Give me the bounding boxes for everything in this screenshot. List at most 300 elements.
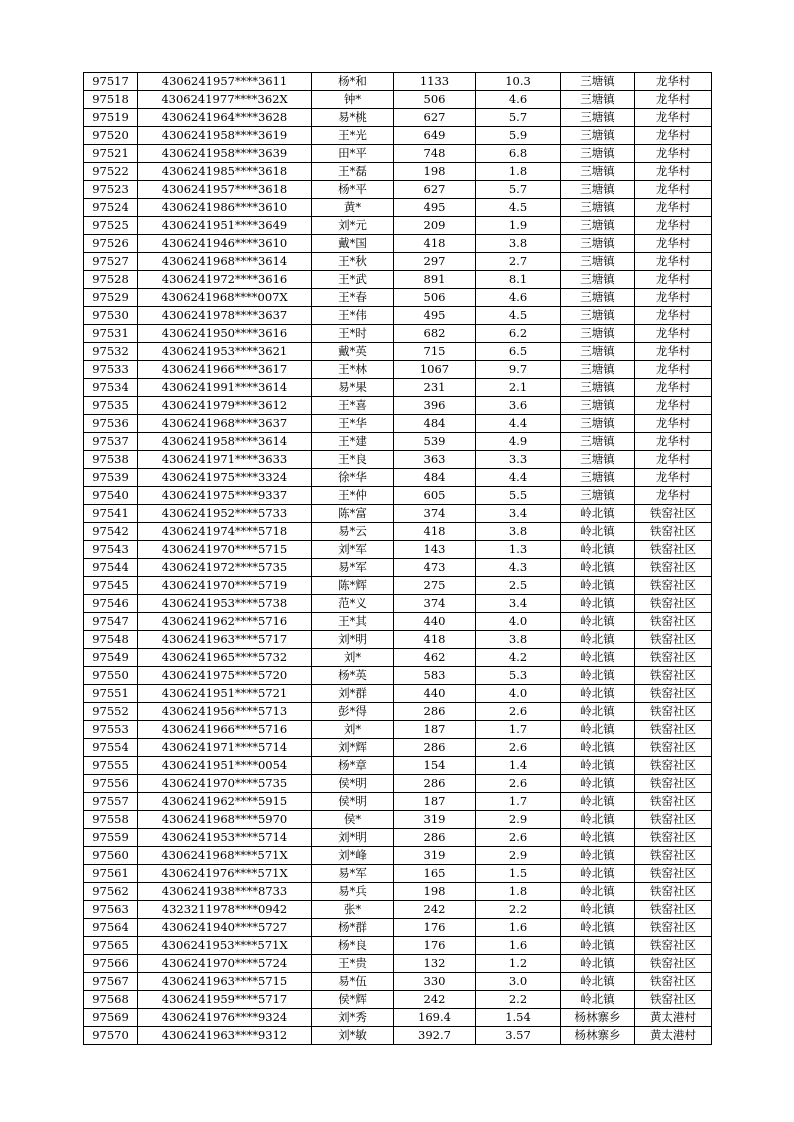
serial-number-cell: 97521 — [84, 145, 138, 163]
serial-number-cell: 97532 — [84, 343, 138, 361]
name-cell: 王*建 — [312, 433, 394, 451]
village-cell: 铁窑社区 — [635, 559, 712, 577]
amount-cell: 605 — [394, 487, 476, 505]
id-number-cell: 4306241950****3616 — [138, 325, 312, 343]
town-cell: 三塘镇 — [561, 199, 635, 217]
value-cell: 3.57 — [476, 1027, 561, 1045]
value-cell: 4.4 — [476, 415, 561, 433]
name-cell: 侯*明 — [312, 793, 394, 811]
amount-cell: 165 — [394, 865, 476, 883]
value-cell: 4.5 — [476, 199, 561, 217]
table-row — [84, 127, 712, 145]
town-cell: 三塘镇 — [561, 127, 635, 145]
id-number-cell: 4306241963****5717 — [138, 631, 312, 649]
value-cell: 1.5 — [476, 865, 561, 883]
name-cell: 王*春 — [312, 289, 394, 307]
table-row — [84, 631, 712, 649]
serial-number-cell: 97539 — [84, 469, 138, 487]
town-cell: 岭北镇 — [561, 757, 635, 775]
serial-number-cell: 97526 — [84, 235, 138, 253]
amount-cell: 392.7 — [394, 1027, 476, 1045]
value-cell: 4.3 — [476, 559, 561, 577]
name-cell: 易*军 — [312, 865, 394, 883]
value-cell: 2.9 — [476, 811, 561, 829]
serial-number-cell: 97570 — [84, 1027, 138, 1045]
name-cell: 刘* — [312, 649, 394, 667]
value-cell: 5.9 — [476, 127, 561, 145]
name-cell: 张* — [312, 901, 394, 919]
village-cell: 铁窑社区 — [635, 793, 712, 811]
name-cell: 易*桃 — [312, 109, 394, 127]
id-number-cell: 4306241975****9337 — [138, 487, 312, 505]
name-cell: 侯*明 — [312, 775, 394, 793]
village-cell: 龙华村 — [635, 253, 712, 271]
amount-cell: 143 — [394, 541, 476, 559]
id-number-cell: 4306241956****5713 — [138, 703, 312, 721]
name-cell: 戴*国 — [312, 235, 394, 253]
id-number-cell: 4306241953****5714 — [138, 829, 312, 847]
town-cell: 三塘镇 — [561, 325, 635, 343]
village-cell: 铁窑社区 — [635, 811, 712, 829]
value-cell: 5.5 — [476, 487, 561, 505]
table-row — [84, 145, 712, 163]
name-cell: 王*仲 — [312, 487, 394, 505]
table-row — [84, 739, 712, 757]
town-cell: 岭北镇 — [561, 883, 635, 901]
amount-cell: 484 — [394, 469, 476, 487]
name-cell: 刘*峰 — [312, 847, 394, 865]
serial-number-cell: 97543 — [84, 541, 138, 559]
serial-number-cell: 97546 — [84, 595, 138, 613]
serial-number-cell: 97569 — [84, 1009, 138, 1027]
serial-number-cell: 97524 — [84, 199, 138, 217]
amount-cell: 462 — [394, 649, 476, 667]
serial-number-cell: 97559 — [84, 829, 138, 847]
value-cell: 3.3 — [476, 451, 561, 469]
name-cell: 侯* — [312, 811, 394, 829]
village-cell: 铁窑社区 — [635, 523, 712, 541]
village-cell: 龙华村 — [635, 289, 712, 307]
town-cell: 岭北镇 — [561, 685, 635, 703]
value-cell: 4.4 — [476, 469, 561, 487]
village-cell: 铁窑社区 — [635, 919, 712, 937]
serial-number-cell: 97560 — [84, 847, 138, 865]
town-cell: 杨林寨乡 — [561, 1027, 635, 1045]
amount-cell: 231 — [394, 379, 476, 397]
id-number-cell: 4306241972****5735 — [138, 559, 312, 577]
village-cell: 铁窑社区 — [635, 631, 712, 649]
id-number-cell: 4306241970****5724 — [138, 955, 312, 973]
value-cell: 4.6 — [476, 289, 561, 307]
id-number-cell: 4306241966****3617 — [138, 361, 312, 379]
value-cell: 1.9 — [476, 217, 561, 235]
town-cell: 三塘镇 — [561, 451, 635, 469]
table-row — [84, 721, 712, 739]
table-row — [84, 829, 712, 847]
records-table-body — [84, 73, 712, 1045]
serial-number-cell: 97553 — [84, 721, 138, 739]
serial-number-cell: 97529 — [84, 289, 138, 307]
name-cell: 刘* — [312, 721, 394, 739]
value-cell: 2.6 — [476, 775, 561, 793]
village-cell: 铁窑社区 — [635, 577, 712, 595]
table-row — [84, 487, 712, 505]
value-cell: 9.7 — [476, 361, 561, 379]
village-cell: 龙华村 — [635, 109, 712, 127]
value-cell: 1.2 — [476, 955, 561, 973]
amount-cell: 715 — [394, 343, 476, 361]
name-cell: 杨*英 — [312, 667, 394, 685]
town-cell: 三塘镇 — [561, 181, 635, 199]
town-cell: 三塘镇 — [561, 73, 635, 91]
name-cell: 王*贵 — [312, 955, 394, 973]
serial-number-cell: 97528 — [84, 271, 138, 289]
id-number-cell: 4306241964****3628 — [138, 109, 312, 127]
village-cell: 龙华村 — [635, 163, 712, 181]
name-cell: 王*磊 — [312, 163, 394, 181]
village-cell: 铁窑社区 — [635, 613, 712, 631]
value-cell: 4.5 — [476, 307, 561, 325]
town-cell: 岭北镇 — [561, 523, 635, 541]
village-cell: 铁窑社区 — [635, 955, 712, 973]
serial-number-cell: 97556 — [84, 775, 138, 793]
name-cell: 杨*良 — [312, 937, 394, 955]
village-cell: 龙华村 — [635, 217, 712, 235]
name-cell: 侯*辉 — [312, 991, 394, 1009]
name-cell: 王*秋 — [312, 253, 394, 271]
id-number-cell: 4306241970****5715 — [138, 541, 312, 559]
amount-cell: 1133 — [394, 73, 476, 91]
village-cell: 铁窑社区 — [635, 667, 712, 685]
village-cell: 龙华村 — [635, 307, 712, 325]
name-cell: 王*光 — [312, 127, 394, 145]
value-cell: 5.3 — [476, 667, 561, 685]
name-cell: 杨*和 — [312, 73, 394, 91]
value-cell: 3.6 — [476, 397, 561, 415]
id-number-cell: 4306241968****571X — [138, 847, 312, 865]
value-cell: 1.54 — [476, 1009, 561, 1027]
amount-cell: 363 — [394, 451, 476, 469]
village-cell: 铁窑社区 — [635, 595, 712, 613]
serial-number-cell: 97533 — [84, 361, 138, 379]
amount-cell: 286 — [394, 703, 476, 721]
town-cell: 岭北镇 — [561, 793, 635, 811]
name-cell: 易*果 — [312, 379, 394, 397]
village-cell: 铁窑社区 — [635, 685, 712, 703]
village-cell: 龙华村 — [635, 199, 712, 217]
id-number-cell: 4306241963****5715 — [138, 973, 312, 991]
town-cell: 杨林寨乡 — [561, 1009, 635, 1027]
id-number-cell: 4306241979****3612 — [138, 397, 312, 415]
name-cell: 王*武 — [312, 271, 394, 289]
serial-number-cell: 97566 — [84, 955, 138, 973]
table-row — [84, 361, 712, 379]
table-row — [84, 253, 712, 271]
value-cell: 2.2 — [476, 991, 561, 1009]
name-cell: 刘*秀 — [312, 1009, 394, 1027]
amount-cell: 748 — [394, 145, 476, 163]
table-row — [84, 343, 712, 361]
town-cell: 岭北镇 — [561, 559, 635, 577]
village-cell: 铁窑社区 — [635, 757, 712, 775]
amount-cell: 374 — [394, 505, 476, 523]
name-cell: 田*平 — [312, 145, 394, 163]
id-number-cell: 4306241975****3324 — [138, 469, 312, 487]
table-row — [84, 577, 712, 595]
value-cell: 6.2 — [476, 325, 561, 343]
table-row — [84, 703, 712, 721]
value-cell: 4.0 — [476, 685, 561, 703]
amount-cell: 275 — [394, 577, 476, 595]
id-number-cell: 4306241968****5970 — [138, 811, 312, 829]
amount-cell: 418 — [394, 235, 476, 253]
village-cell: 龙华村 — [635, 469, 712, 487]
village-cell: 龙华村 — [635, 415, 712, 433]
value-cell: 1.4 — [476, 757, 561, 775]
serial-number-cell: 97518 — [84, 91, 138, 109]
village-cell: 铁窑社区 — [635, 883, 712, 901]
amount-cell: 286 — [394, 775, 476, 793]
serial-number-cell: 97545 — [84, 577, 138, 595]
amount-cell: 396 — [394, 397, 476, 415]
serial-number-cell: 97567 — [84, 973, 138, 991]
amount-cell: 154 — [394, 757, 476, 775]
serial-number-cell: 97536 — [84, 415, 138, 433]
serial-number-cell: 97557 — [84, 793, 138, 811]
table-row — [84, 307, 712, 325]
table-row — [84, 649, 712, 667]
village-cell: 铁窑社区 — [635, 991, 712, 1009]
village-cell: 龙华村 — [635, 451, 712, 469]
id-number-cell: 4306241975****5720 — [138, 667, 312, 685]
id-number-cell: 4306241966****5716 — [138, 721, 312, 739]
name-cell: 钟* — [312, 91, 394, 109]
table-row — [84, 379, 712, 397]
village-cell: 铁窑社区 — [635, 541, 712, 559]
table-row — [84, 973, 712, 991]
id-number-cell: 4306241953****571X — [138, 937, 312, 955]
village-cell: 龙华村 — [635, 379, 712, 397]
table-row — [84, 793, 712, 811]
value-cell: 6.5 — [476, 343, 561, 361]
serial-number-cell: 97544 — [84, 559, 138, 577]
value-cell: 4.6 — [476, 91, 561, 109]
table-row — [84, 397, 712, 415]
village-cell: 黄太港村 — [635, 1027, 712, 1045]
table-row — [84, 271, 712, 289]
name-cell: 王*伟 — [312, 307, 394, 325]
town-cell: 三塘镇 — [561, 145, 635, 163]
table-row — [84, 901, 712, 919]
name-cell: 黄* — [312, 199, 394, 217]
village-cell: 铁窑社区 — [635, 649, 712, 667]
table-row — [84, 667, 712, 685]
amount-cell: 506 — [394, 289, 476, 307]
village-cell: 龙华村 — [635, 127, 712, 145]
id-number-cell: 4306241985****3618 — [138, 163, 312, 181]
serial-number-cell: 97519 — [84, 109, 138, 127]
serial-number-cell: 97534 — [84, 379, 138, 397]
table-row — [84, 163, 712, 181]
amount-cell: 627 — [394, 181, 476, 199]
amount-cell: 418 — [394, 631, 476, 649]
name-cell: 刘*明 — [312, 631, 394, 649]
serial-number-cell: 97548 — [84, 631, 138, 649]
name-cell: 王*喜 — [312, 397, 394, 415]
amount-cell: 649 — [394, 127, 476, 145]
name-cell: 王*其 — [312, 613, 394, 631]
table-row — [84, 991, 712, 1009]
serial-number-cell: 97565 — [84, 937, 138, 955]
value-cell: 10.3 — [476, 73, 561, 91]
id-number-cell: 4306241986****3610 — [138, 199, 312, 217]
name-cell: 范*义 — [312, 595, 394, 613]
value-cell: 2.7 — [476, 253, 561, 271]
amount-cell: 176 — [394, 919, 476, 937]
village-cell: 黄太港村 — [635, 1009, 712, 1027]
town-cell: 三塘镇 — [561, 271, 635, 289]
amount-cell: 319 — [394, 847, 476, 865]
serial-number-cell: 97541 — [84, 505, 138, 523]
name-cell: 刘*群 — [312, 685, 394, 703]
town-cell: 岭北镇 — [561, 631, 635, 649]
name-cell: 王*华 — [312, 415, 394, 433]
table-row — [84, 415, 712, 433]
name-cell: 陈*富 — [312, 505, 394, 523]
serial-number-cell: 97554 — [84, 739, 138, 757]
town-cell: 三塘镇 — [561, 253, 635, 271]
table-row — [84, 289, 712, 307]
value-cell: 8.1 — [476, 271, 561, 289]
value-cell: 2.6 — [476, 829, 561, 847]
id-number-cell: 4306241940****5727 — [138, 919, 312, 937]
serial-number-cell: 97540 — [84, 487, 138, 505]
table-row — [84, 937, 712, 955]
table-row — [84, 217, 712, 235]
table-row — [84, 1027, 712, 1045]
amount-cell: 583 — [394, 667, 476, 685]
name-cell: 戴*英 — [312, 343, 394, 361]
amount-cell: 176 — [394, 937, 476, 955]
amount-cell: 286 — [394, 739, 476, 757]
town-cell: 三塘镇 — [561, 343, 635, 361]
town-cell: 三塘镇 — [561, 487, 635, 505]
village-cell: 龙华村 — [635, 433, 712, 451]
town-cell: 三塘镇 — [561, 91, 635, 109]
value-cell: 4.9 — [476, 433, 561, 451]
name-cell: 刘*敏 — [312, 1027, 394, 1045]
amount-cell: 539 — [394, 433, 476, 451]
serial-number-cell: 97537 — [84, 433, 138, 451]
id-number-cell: 4306241962****5915 — [138, 793, 312, 811]
value-cell: 2.2 — [476, 901, 561, 919]
serial-number-cell: 97550 — [84, 667, 138, 685]
serial-number-cell: 97547 — [84, 613, 138, 631]
id-number-cell: 4306241946****3610 — [138, 235, 312, 253]
table-row — [84, 433, 712, 451]
amount-cell: 1067 — [394, 361, 476, 379]
serial-number-cell: 97535 — [84, 397, 138, 415]
village-cell: 龙华村 — [635, 91, 712, 109]
serial-number-cell: 97568 — [84, 991, 138, 1009]
value-cell: 1.6 — [476, 937, 561, 955]
value-cell: 2.1 — [476, 379, 561, 397]
serial-number-cell: 97517 — [84, 73, 138, 91]
table-row — [84, 1009, 712, 1027]
town-cell: 岭北镇 — [561, 973, 635, 991]
table-row — [84, 469, 712, 487]
amount-cell: 495 — [394, 307, 476, 325]
table-row — [84, 181, 712, 199]
village-cell: 铁窑社区 — [635, 847, 712, 865]
id-number-cell: 4306241958****3639 — [138, 145, 312, 163]
town-cell: 岭北镇 — [561, 649, 635, 667]
town-cell: 岭北镇 — [561, 955, 635, 973]
table-row — [84, 613, 712, 631]
id-number-cell: 4306241962****5716 — [138, 613, 312, 631]
value-cell: 5.7 — [476, 181, 561, 199]
id-number-cell: 4306241968****3637 — [138, 415, 312, 433]
id-number-cell: 4306241953****5738 — [138, 595, 312, 613]
town-cell: 岭北镇 — [561, 775, 635, 793]
amount-cell: 418 — [394, 523, 476, 541]
village-cell: 龙华村 — [635, 397, 712, 415]
name-cell: 王*良 — [312, 451, 394, 469]
id-number-cell: 4306241970****5735 — [138, 775, 312, 793]
table-row — [84, 541, 712, 559]
town-cell: 岭北镇 — [561, 541, 635, 559]
serial-number-cell: 97549 — [84, 649, 138, 667]
value-cell: 1.7 — [476, 793, 561, 811]
name-cell: 徐*华 — [312, 469, 394, 487]
name-cell: 杨*群 — [312, 919, 394, 937]
village-cell: 铁窑社区 — [635, 721, 712, 739]
amount-cell: 319 — [394, 811, 476, 829]
town-cell: 岭北镇 — [561, 991, 635, 1009]
amount-cell: 198 — [394, 163, 476, 181]
serial-number-cell: 97531 — [84, 325, 138, 343]
town-cell: 三塘镇 — [561, 469, 635, 487]
id-number-cell: 4306241951****0054 — [138, 757, 312, 775]
serial-number-cell: 97563 — [84, 901, 138, 919]
serial-number-cell: 97561 — [84, 865, 138, 883]
name-cell: 易*伍 — [312, 973, 394, 991]
town-cell: 岭北镇 — [561, 721, 635, 739]
town-cell: 岭北镇 — [561, 829, 635, 847]
table-row — [84, 883, 712, 901]
town-cell: 三塘镇 — [561, 163, 635, 181]
value-cell: 3.0 — [476, 973, 561, 991]
name-cell: 刘*军 — [312, 541, 394, 559]
id-number-cell: 4306241952****5733 — [138, 505, 312, 523]
village-cell: 铁窑社区 — [635, 901, 712, 919]
serial-number-cell: 97562 — [84, 883, 138, 901]
village-cell: 铁窑社区 — [635, 775, 712, 793]
amount-cell: 627 — [394, 109, 476, 127]
id-number-cell: 4306241971****5714 — [138, 739, 312, 757]
amount-cell: 242 — [394, 991, 476, 1009]
id-number-cell: 4306241991****3614 — [138, 379, 312, 397]
town-cell: 三塘镇 — [561, 415, 635, 433]
amount-cell: 169.4 — [394, 1009, 476, 1027]
town-cell: 岭北镇 — [561, 865, 635, 883]
value-cell: 1.8 — [476, 163, 561, 181]
town-cell: 三塘镇 — [561, 289, 635, 307]
serial-number-cell: 97522 — [84, 163, 138, 181]
town-cell: 三塘镇 — [561, 217, 635, 235]
name-cell: 刘*辉 — [312, 739, 394, 757]
town-cell: 岭北镇 — [561, 739, 635, 757]
